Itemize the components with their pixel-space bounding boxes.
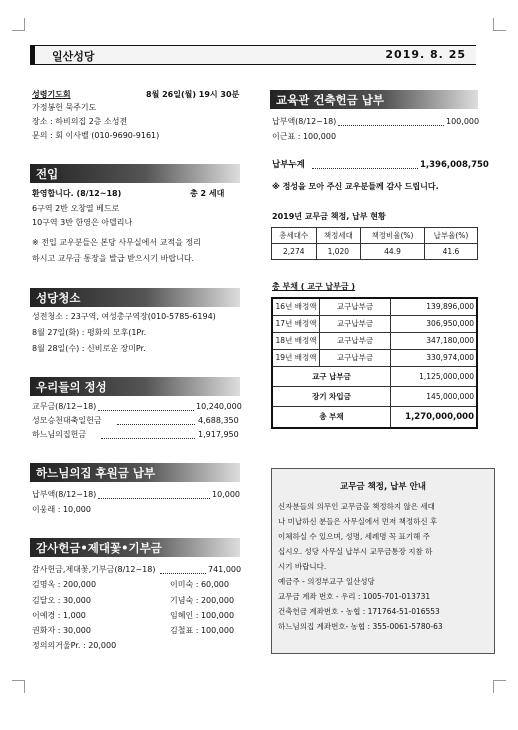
status-value-cell: 44.9: [361, 244, 425, 260]
moving-in-welcome: 환영합니다. (8/12~18): [32, 189, 122, 198]
prayer-schedule: 8월 26일(월) 19시 30분: [146, 90, 240, 99]
donor-entry: 정의의거울Pr. : 20,000: [32, 641, 117, 650]
crop-mark-top-right: [493, 18, 506, 31]
status-header-cell: 책정세대: [316, 228, 361, 244]
moving-in-line: 10구역 3반 한영은 아델리나: [32, 218, 133, 227]
cleaning-heading: 성당청소: [30, 288, 240, 307]
debt-table-title: 총 부채 ( 교구 납부금 ): [272, 282, 356, 291]
notice-line: 이체하실 수 있으며, 성명, 세례명 꼭 표기해 주: [278, 532, 430, 541]
donor-entry: 기념숙 : 200,000: [170, 596, 235, 605]
notice-line: 하느님의집 계좌번호- 농협 : 355-0061-5780-63: [278, 622, 443, 631]
notice-line: 신자분들의 의무인 교무금을 책정하지 않은 세대: [278, 502, 435, 511]
status-header-cell: 납부율(%): [424, 228, 477, 244]
cleaning-line: 8월 28일(수) : 신비로운 장미Pr.: [32, 344, 146, 353]
house-sponsor-name: 이웅래 : 10,000: [32, 505, 91, 514]
leader-dots: [338, 125, 444, 126]
debt-table: [271, 297, 478, 429]
building-fund-total-value: 1,396,008,750: [420, 160, 489, 170]
donor-entry: 김달오 : 30,000: [32, 596, 91, 605]
offering-label: 성모승천대축일헌금: [32, 416, 102, 425]
notice-line: 시기 바랍니다.: [278, 562, 327, 571]
debt-type-cell: 교구납부금: [320, 332, 391, 349]
debt-subtotal-value: 1,125,000,000: [391, 366, 478, 386]
donor-entry: 임혜인 : 100,000: [170, 611, 235, 620]
prayer-place: 장소 : 하비의집 2층 소성전: [32, 117, 128, 126]
debt-type-cell: 교구납부금: [320, 315, 391, 332]
cleaning-line: 8월 27일(화) : 평화의 모후(1Pr.: [32, 328, 147, 337]
house-sponsor-label: 납부액(8/12~18): [32, 490, 97, 499]
moving-in-heading: 전입: [30, 164, 240, 183]
offering-value: 10,240,000: [196, 402, 242, 411]
moving-in-note: 하시고 교무금 통장을 발급 받으시기 바랍니다.: [32, 254, 195, 263]
offering-heading: 우리들의 정성: [30, 377, 240, 396]
debt-total-value: 1,270,000,000: [391, 406, 478, 428]
debt-amount-cell: 306,950,000: [391, 315, 478, 332]
notice-box: [271, 468, 495, 654]
notice-line: 교무금 계좌 번호 - 우리 : 1005-701-013731: [278, 592, 431, 601]
leader-dots: [160, 573, 206, 574]
building-fund-label: 납부액(8/12~18): [272, 117, 337, 126]
thanks-offering-value: 741,000: [208, 565, 242, 574]
house-sponsor-heading: 하느님의집 후원금 납부: [30, 463, 240, 482]
debt-year-cell: 19년 배정액: [272, 349, 320, 366]
debt-loan-value: 145,000,000: [391, 386, 478, 406]
debt-amount-cell: 139,896,000: [391, 298, 478, 315]
debt-loan-label: 장기 차입금: [272, 386, 391, 406]
debt-amount-cell: 330,974,000: [391, 349, 478, 366]
cleaning-line: 성전청소 : 23구역, 여성총구역장(010-5785-6194): [32, 312, 216, 321]
leader-dots: [98, 410, 194, 411]
leader-dots: [98, 498, 210, 499]
prayer-contact: 문의 : 회 이사벨 (010-9690-9161): [32, 131, 160, 140]
header-accent-bar: [30, 46, 35, 64]
debt-amount-cell: 347,180,000: [391, 332, 478, 349]
parish-name: 일산성당: [52, 50, 95, 63]
building-fund-thanks: ※ 정성을 모아 주신 교우분들께 감사 드립니다.: [272, 182, 439, 191]
notice-line: 예금주 - 의정부교구 일산성당: [278, 577, 375, 586]
bulletin-date: 2019. 8. 25: [385, 48, 466, 61]
debt-type-cell: 교구납부금: [320, 298, 391, 315]
building-fund-heading: 교육관 건축헌금 납부: [270, 90, 478, 109]
offering-label: 하느님의집헌금: [32, 430, 87, 439]
crop-mark-top-left: [12, 18, 25, 31]
moving-in-note: ※ 전입 교우분들은 본당 사무실에서 교적을 정리: [32, 238, 201, 247]
prayer-theme: 가정봉헌 묵주기도: [32, 103, 97, 112]
status-header-cell: 총세대수: [272, 228, 317, 244]
house-sponsor-value: 10,000: [212, 490, 240, 499]
notice-line: 건축헌금 계좌번호 - 농협 : 171764-51-016553: [278, 607, 440, 616]
donor-entry: 이예경 : 1,000: [32, 611, 86, 620]
offering-value: 1,917,950: [198, 430, 239, 439]
debt-year-cell: 18년 배정액: [272, 332, 320, 349]
building-fund-value: 100,000: [446, 117, 480, 126]
thanks-offering-label: 감사헌금,제대꽃,기부금(8/12~18): [32, 565, 156, 574]
notice-title: 교무금 책정, 납부 안내: [339, 482, 426, 492]
donor-entry: 김명옥 : 200,000: [32, 580, 97, 589]
status-table: [271, 227, 478, 260]
leader-dots: [101, 438, 195, 439]
bulletin-header: [30, 45, 476, 65]
debt-year-cell: 16년 배정액: [272, 298, 320, 315]
debt-type-cell: 교구납부금: [320, 349, 391, 366]
status-header-cell: 책정비율(%): [361, 228, 425, 244]
crop-mark-bottom-left: [12, 680, 25, 693]
status-value-cell: 41.6: [424, 244, 477, 260]
debt-total-label: 총 부채: [272, 406, 391, 428]
leader-dots: [312, 168, 418, 169]
donor-entry: 김철표 : 100,000: [170, 626, 235, 635]
notice-line: 십시오. 성당 사무실 납부시 교무금통장 지참 하: [278, 547, 433, 556]
status-value-cell: 2,274: [272, 244, 317, 260]
status-table-title: 2019년 교무금 책정, 납부 현황: [272, 212, 386, 221]
debt-year-cell: 17년 배정액: [272, 315, 320, 332]
notice-line: 나 미납하신 분들은 사무실에서 먼저 책정하신 후: [278, 517, 438, 526]
moving-in-total: 총 2 세대: [190, 189, 225, 198]
donor-entry: 권화자 : 30,000: [32, 626, 91, 635]
leader-dots: [117, 424, 195, 425]
moving-in-line: 6구역 2반 오창열 베드로: [32, 204, 120, 213]
crop-mark-bottom-right: [493, 680, 506, 693]
status-value-cell: 1,020: [316, 244, 361, 260]
debt-subtotal-label: 교구 납부금: [272, 366, 391, 386]
thanks-offering-heading: 감사헌금•제대꽃•기부금: [30, 538, 240, 557]
offering-label: 교무금(8/12~18): [32, 402, 97, 411]
prayer-title: 성령기도회: [32, 90, 71, 99]
donor-entry: 이미숙 : 60,000: [170, 580, 229, 589]
building-fund-total-label: 납부누계: [272, 160, 305, 170]
building-fund-name: 이근표 : 100,000: [272, 132, 337, 141]
offering-value: 4,688,350: [198, 416, 239, 425]
